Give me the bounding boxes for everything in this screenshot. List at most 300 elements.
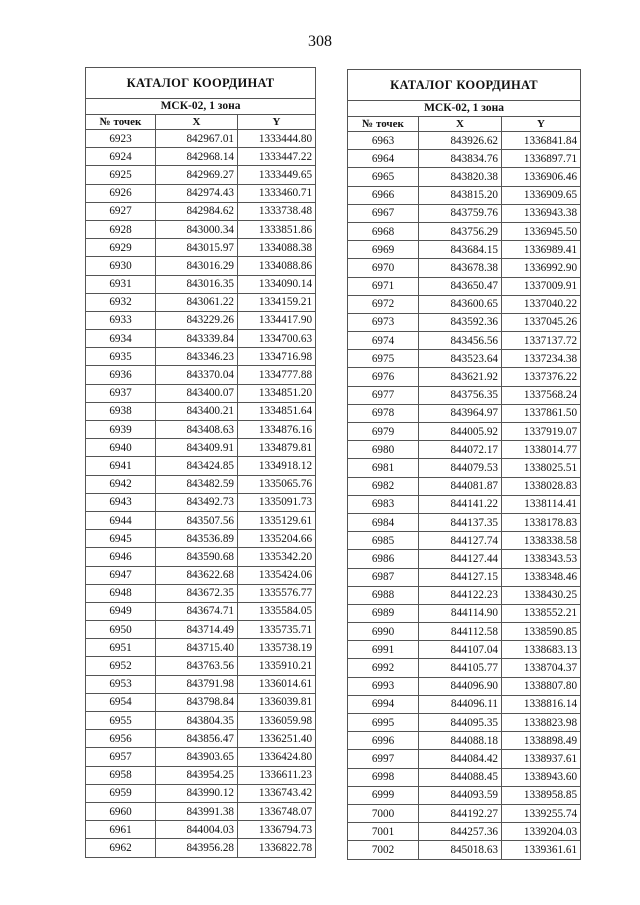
y-coordinate-cell: 1334090.14 (238, 275, 316, 293)
x-coordinate-cell: 842984.62 (156, 202, 238, 220)
y-coordinate-cell: 1333460.71 (238, 184, 316, 202)
table-row (86, 748, 316, 766)
point-number-cell: 6996 (348, 732, 419, 750)
point-number-cell: 6967 (348, 204, 419, 222)
x-coordinate-cell: 843523.64 (419, 350, 502, 368)
point-number-cell: 6975 (348, 350, 419, 368)
table-row (348, 604, 581, 622)
catalog-title: КАТАЛОГ КООРДИНАТ (348, 70, 581, 101)
y-coordinate-cell: 1335065.76 (238, 475, 316, 493)
y-coordinate-cell: 1338343.53 (502, 550, 581, 568)
table-row (86, 693, 316, 711)
table-row (348, 550, 581, 568)
y-coordinate-cell: 1337919.07 (502, 423, 581, 441)
y-coordinate-cell: 1336909.65 (502, 186, 581, 204)
table-row (86, 766, 316, 784)
table-row (348, 350, 581, 368)
table-row (86, 730, 316, 748)
table-row (86, 439, 316, 457)
x-coordinate-cell: 844112.58 (419, 623, 502, 641)
y-coordinate-cell: 1334700.63 (238, 330, 316, 348)
x-coordinate-cell: 844105.77 (419, 659, 502, 677)
y-coordinate-cell: 1336748.07 (238, 802, 316, 820)
x-coordinate-cell: 843672.35 (156, 584, 238, 602)
x-coordinate-cell: 843400.07 (156, 384, 238, 402)
y-coordinate-cell: 1335129.61 (238, 511, 316, 529)
point-number-cell: 6933 (86, 311, 156, 329)
catalog-zone: МСК-02, 1 зона (348, 101, 581, 117)
coordinate-catalog-table-right (347, 69, 581, 860)
y-coordinate-cell: 1338025.51 (502, 459, 581, 477)
point-number-cell: 6972 (348, 295, 419, 313)
point-number-cell: 6970 (348, 259, 419, 277)
point-number-cell: 6935 (86, 348, 156, 366)
point-number-cell: 7001 (348, 823, 419, 841)
table-row (86, 330, 316, 348)
point-number-cell: 6965 (348, 168, 419, 186)
y-coordinate-cell: 1337137.72 (502, 332, 581, 350)
x-coordinate-cell: 843015.97 (156, 239, 238, 257)
x-coordinate-cell: 843678.38 (419, 259, 502, 277)
point-number-cell: 6956 (86, 730, 156, 748)
y-coordinate-cell: 1338348.46 (502, 568, 581, 586)
x-coordinate-cell: 844081.87 (419, 477, 502, 495)
point-number-cell: 6955 (86, 712, 156, 730)
x-coordinate-cell: 843956.28 (156, 839, 238, 857)
page-number: 308 (308, 33, 332, 50)
y-coordinate-cell: 1334716.98 (238, 348, 316, 366)
catalog-body (86, 130, 316, 858)
table-row (348, 804, 581, 822)
x-coordinate-cell: 843409.91 (156, 439, 238, 457)
y-coordinate-cell: 1333851.86 (238, 220, 316, 238)
y-coordinate-cell: 1339255.74 (502, 804, 581, 822)
y-coordinate-cell: 1333738.48 (238, 202, 316, 220)
x-coordinate-cell: 843400.21 (156, 402, 238, 420)
y-coordinate-cell: 1337861.50 (502, 404, 581, 422)
point-number-cell: 6973 (348, 313, 419, 331)
table-row (86, 421, 316, 439)
point-number-cell: 6978 (348, 404, 419, 422)
table-row (348, 695, 581, 713)
point-number-cell: 6980 (348, 441, 419, 459)
y-coordinate-cell: 1333444.80 (238, 130, 316, 148)
point-number-cell: 6995 (348, 714, 419, 732)
x-coordinate-cell: 844114.90 (419, 604, 502, 622)
point-number-cell: 6938 (86, 402, 156, 420)
table-row (348, 277, 581, 295)
x-coordinate-cell: 843954.25 (156, 766, 238, 784)
table-row (348, 386, 581, 404)
point-number-cell: 6943 (86, 493, 156, 511)
point-number-cell: 6951 (86, 639, 156, 657)
x-coordinate-cell: 843798.84 (156, 693, 238, 711)
y-coordinate-cell: 1334918.12 (238, 457, 316, 475)
y-coordinate-cell: 1336906.46 (502, 168, 581, 186)
point-number-cell: 6946 (86, 548, 156, 566)
x-coordinate-cell: 843346.23 (156, 348, 238, 366)
column-header-y: Y (238, 115, 316, 130)
point-number-cell: 6993 (348, 677, 419, 695)
table-row (348, 332, 581, 350)
table-row (86, 511, 316, 529)
x-coordinate-cell: 844093.59 (419, 786, 502, 804)
x-coordinate-cell: 844088.18 (419, 732, 502, 750)
x-coordinate-cell: 844107.04 (419, 641, 502, 659)
y-coordinate-cell: 1338114.41 (502, 495, 581, 513)
x-coordinate-cell: 843621.92 (419, 368, 502, 386)
point-number-cell: 6954 (86, 693, 156, 711)
table-row (86, 530, 316, 548)
catalog-zone: МСК-02, 1 зона (86, 99, 316, 115)
point-number-cell: 6981 (348, 459, 419, 477)
point-number-cell: 6944 (86, 511, 156, 529)
point-number-cell: 7002 (348, 841, 419, 859)
table-row (348, 823, 581, 841)
x-coordinate-cell: 843714.49 (156, 621, 238, 639)
column-header-x: X (156, 115, 238, 130)
x-coordinate-cell: 843592.36 (419, 313, 502, 331)
x-coordinate-cell: 843926.62 (419, 132, 502, 150)
y-coordinate-cell: 1338823.98 (502, 714, 581, 732)
x-coordinate-cell: 843016.35 (156, 275, 238, 293)
point-number-cell: 6999 (348, 786, 419, 804)
x-coordinate-cell: 844072.17 (419, 441, 502, 459)
y-coordinate-cell: 1334876.16 (238, 421, 316, 439)
table-row (348, 659, 581, 677)
table-row (348, 750, 581, 768)
x-coordinate-cell: 843715.40 (156, 639, 238, 657)
point-number-cell: 6950 (86, 621, 156, 639)
y-coordinate-cell: 1334159.21 (238, 293, 316, 311)
point-number-cell: 6988 (348, 586, 419, 604)
table-row (86, 712, 316, 730)
point-number-cell: 6985 (348, 532, 419, 550)
y-coordinate-cell: 1336822.78 (238, 839, 316, 857)
x-coordinate-cell: 843756.35 (419, 386, 502, 404)
point-number-cell: 6957 (86, 748, 156, 766)
y-coordinate-cell: 1336611.23 (238, 766, 316, 784)
x-coordinate-cell: 843339.84 (156, 330, 238, 348)
y-coordinate-cell: 1338958.85 (502, 786, 581, 804)
point-number-cell: 6926 (86, 184, 156, 202)
point-number-cell: 6953 (86, 675, 156, 693)
x-coordinate-cell: 842968.14 (156, 148, 238, 166)
coordinate-catalog-table-left (85, 67, 316, 858)
y-coordinate-cell: 1338704.37 (502, 659, 581, 677)
x-coordinate-cell: 843964.97 (419, 404, 502, 422)
x-coordinate-cell: 844127.15 (419, 568, 502, 586)
y-coordinate-cell: 1334851.20 (238, 384, 316, 402)
table-row (86, 184, 316, 202)
point-number-cell: 6979 (348, 423, 419, 441)
table-row (86, 493, 316, 511)
point-number-cell: 6960 (86, 802, 156, 820)
table-row (348, 150, 581, 168)
point-number-cell: 6942 (86, 475, 156, 493)
x-coordinate-cell: 843622.68 (156, 566, 238, 584)
point-number-cell: 6968 (348, 222, 419, 240)
table-row (348, 368, 581, 386)
point-number-cell: 6952 (86, 657, 156, 675)
table-row (348, 623, 581, 641)
point-number-cell: 6998 (348, 768, 419, 786)
x-coordinate-cell: 843061.22 (156, 293, 238, 311)
y-coordinate-cell: 1338816.14 (502, 695, 581, 713)
table-row (348, 404, 581, 422)
table-row (86, 130, 316, 148)
y-coordinate-cell: 1335584.05 (238, 602, 316, 620)
y-coordinate-cell: 1335738.19 (238, 639, 316, 657)
point-number-cell: 6948 (86, 584, 156, 602)
point-number-cell: 6987 (348, 568, 419, 586)
y-coordinate-cell: 1335910.21 (238, 657, 316, 675)
x-coordinate-cell: 843756.29 (419, 222, 502, 240)
table-row (348, 459, 581, 477)
point-number-cell: 6994 (348, 695, 419, 713)
y-coordinate-cell: 1336251.40 (238, 730, 316, 748)
point-number-cell: 6986 (348, 550, 419, 568)
point-number-cell: 6934 (86, 330, 156, 348)
table-row (348, 241, 581, 259)
table-row (86, 166, 316, 184)
point-number-cell: 6989 (348, 604, 419, 622)
x-coordinate-cell: 843820.38 (419, 168, 502, 186)
point-number-cell: 6941 (86, 457, 156, 475)
catalog-body (348, 132, 581, 860)
y-coordinate-cell: 1335342.20 (238, 548, 316, 566)
table-row (348, 168, 581, 186)
point-number-cell: 6961 (86, 821, 156, 839)
point-number-cell: 6997 (348, 750, 419, 768)
table-row (348, 495, 581, 513)
y-coordinate-cell: 1338898.49 (502, 732, 581, 750)
table-row (86, 257, 316, 275)
table-row (86, 657, 316, 675)
point-number-cell: 6931 (86, 275, 156, 293)
x-coordinate-cell: 842969.27 (156, 166, 238, 184)
table-row (348, 841, 581, 859)
table-row (86, 602, 316, 620)
point-number-cell: 6958 (86, 766, 156, 784)
x-coordinate-cell: 843903.65 (156, 748, 238, 766)
table-row (348, 513, 581, 531)
table-row (348, 532, 581, 550)
y-coordinate-cell: 1335204.66 (238, 530, 316, 548)
table-row (348, 295, 581, 313)
point-number-cell: 6984 (348, 513, 419, 531)
y-coordinate-cell: 1338807.80 (502, 677, 581, 695)
y-coordinate-cell: 1334417.90 (238, 311, 316, 329)
point-number-cell: 6964 (348, 150, 419, 168)
y-coordinate-cell: 1335424.06 (238, 566, 316, 584)
y-coordinate-cell: 1338430.25 (502, 586, 581, 604)
y-coordinate-cell: 1336794.73 (238, 821, 316, 839)
x-coordinate-cell: 844096.11 (419, 695, 502, 713)
x-coordinate-cell: 844127.44 (419, 550, 502, 568)
point-number-cell: 6976 (348, 368, 419, 386)
y-coordinate-cell: 1337045.26 (502, 313, 581, 331)
point-number-cell: 6969 (348, 241, 419, 259)
table-row (86, 802, 316, 820)
x-coordinate-cell: 844141.22 (419, 495, 502, 513)
y-coordinate-cell: 1336039.81 (238, 693, 316, 711)
y-coordinate-cell: 1336897.71 (502, 150, 581, 168)
x-coordinate-cell: 843815.20 (419, 186, 502, 204)
column-header-point-number: № точек (348, 117, 419, 132)
table-row (86, 384, 316, 402)
table-row (348, 714, 581, 732)
table-row (86, 839, 316, 857)
x-coordinate-cell: 843016.29 (156, 257, 238, 275)
table-row (348, 641, 581, 659)
point-number-cell: 6962 (86, 839, 156, 857)
y-coordinate-cell: 1336945.50 (502, 222, 581, 240)
x-coordinate-cell: 843650.47 (419, 277, 502, 295)
x-coordinate-cell: 843759.76 (419, 204, 502, 222)
y-coordinate-cell: 1338338.58 (502, 532, 581, 550)
x-coordinate-cell: 844088.45 (419, 768, 502, 786)
x-coordinate-cell: 844095.35 (419, 714, 502, 732)
point-number-cell: 6937 (86, 384, 156, 402)
x-coordinate-cell: 843674.71 (156, 602, 238, 620)
table-row (86, 402, 316, 420)
point-number-cell: 6991 (348, 641, 419, 659)
column-header-x: X (419, 117, 502, 132)
table-row (348, 222, 581, 240)
table-row (348, 477, 581, 495)
point-number-cell: 6983 (348, 495, 419, 513)
y-coordinate-cell: 1338943.60 (502, 768, 581, 786)
x-coordinate-cell: 843482.59 (156, 475, 238, 493)
point-number-cell: 6928 (86, 220, 156, 238)
point-number-cell: 6936 (86, 366, 156, 384)
table-row (86, 148, 316, 166)
point-number-cell: 6932 (86, 293, 156, 311)
x-coordinate-cell: 843370.04 (156, 366, 238, 384)
y-coordinate-cell: 1339361.61 (502, 841, 581, 859)
point-number-cell: 6940 (86, 439, 156, 457)
y-coordinate-cell: 1339204.03 (502, 823, 581, 841)
y-coordinate-cell: 1336992.90 (502, 259, 581, 277)
x-coordinate-cell: 844137.35 (419, 513, 502, 531)
table-row (348, 786, 581, 804)
x-coordinate-cell: 843804.35 (156, 712, 238, 730)
point-number-cell: 6930 (86, 257, 156, 275)
y-coordinate-cell: 1334088.38 (238, 239, 316, 257)
y-coordinate-cell: 1333447.22 (238, 148, 316, 166)
point-number-cell: 6971 (348, 277, 419, 295)
x-coordinate-cell: 843456.56 (419, 332, 502, 350)
table-row (348, 677, 581, 695)
y-coordinate-cell: 1337376.22 (502, 368, 581, 386)
table-row (348, 441, 581, 459)
x-coordinate-cell: 844096.90 (419, 677, 502, 695)
x-coordinate-cell: 843424.85 (156, 457, 238, 475)
x-coordinate-cell: 844079.53 (419, 459, 502, 477)
x-coordinate-cell: 843600.65 (419, 295, 502, 313)
x-coordinate-cell: 843536.89 (156, 530, 238, 548)
table-row (86, 293, 316, 311)
table-row (86, 239, 316, 257)
table-row (348, 423, 581, 441)
catalog-title: КАТАЛОГ КООРДИНАТ (86, 68, 316, 99)
table-row (86, 621, 316, 639)
table-row (348, 204, 581, 222)
table-row (348, 586, 581, 604)
y-coordinate-cell: 1336943.38 (502, 204, 581, 222)
point-number-cell: 6982 (348, 477, 419, 495)
table-row (86, 202, 316, 220)
point-number-cell: 6977 (348, 386, 419, 404)
x-coordinate-cell: 844084.42 (419, 750, 502, 768)
point-number-cell: 6945 (86, 530, 156, 548)
y-coordinate-cell: 1338683.13 (502, 641, 581, 659)
x-coordinate-cell: 843492.73 (156, 493, 238, 511)
column-header-point-number: № точек (86, 115, 156, 130)
x-coordinate-cell: 843590.68 (156, 548, 238, 566)
point-number-cell: 6966 (348, 186, 419, 204)
y-coordinate-cell: 1338590.85 (502, 623, 581, 641)
y-coordinate-cell: 1336424.80 (238, 748, 316, 766)
table-row (86, 275, 316, 293)
table-row (348, 768, 581, 786)
point-number-cell: 6992 (348, 659, 419, 677)
x-coordinate-cell: 843763.56 (156, 657, 238, 675)
y-coordinate-cell: 1337009.91 (502, 277, 581, 295)
table-row (348, 186, 581, 204)
point-number-cell: 6924 (86, 148, 156, 166)
point-number-cell: 6939 (86, 421, 156, 439)
table-row (86, 348, 316, 366)
y-coordinate-cell: 1335576.77 (238, 584, 316, 602)
x-coordinate-cell: 844257.36 (419, 823, 502, 841)
table-row (86, 639, 316, 657)
table-row (348, 313, 581, 331)
x-coordinate-cell: 843000.34 (156, 220, 238, 238)
x-coordinate-cell: 842974.43 (156, 184, 238, 202)
y-coordinate-cell: 1337040.22 (502, 295, 581, 313)
table-row (86, 475, 316, 493)
table-row (86, 457, 316, 475)
y-coordinate-cell: 1333449.65 (238, 166, 316, 184)
table-row (348, 732, 581, 750)
table-row (348, 259, 581, 277)
y-coordinate-cell: 1334851.64 (238, 402, 316, 420)
y-coordinate-cell: 1336841.84 (502, 132, 581, 150)
y-coordinate-cell: 1338937.61 (502, 750, 581, 768)
point-number-cell: 6947 (86, 566, 156, 584)
y-coordinate-cell: 1336014.61 (238, 675, 316, 693)
table-row (86, 675, 316, 693)
x-coordinate-cell: 843856.47 (156, 730, 238, 748)
table-row (348, 568, 581, 586)
point-number-cell: 6925 (86, 166, 156, 184)
table-row (86, 821, 316, 839)
point-number-cell: 7000 (348, 804, 419, 822)
x-coordinate-cell: 845018.63 (419, 841, 502, 859)
y-coordinate-cell: 1334777.88 (238, 366, 316, 384)
point-number-cell: 6923 (86, 130, 156, 148)
y-coordinate-cell: 1338014.77 (502, 441, 581, 459)
y-coordinate-cell: 1338552.21 (502, 604, 581, 622)
y-coordinate-cell: 1336989.41 (502, 241, 581, 259)
y-coordinate-cell: 1337568.24 (502, 386, 581, 404)
y-coordinate-cell: 1338028.83 (502, 477, 581, 495)
x-coordinate-cell: 843684.15 (419, 241, 502, 259)
point-number-cell: 6959 (86, 784, 156, 802)
x-coordinate-cell: 844005.92 (419, 423, 502, 441)
